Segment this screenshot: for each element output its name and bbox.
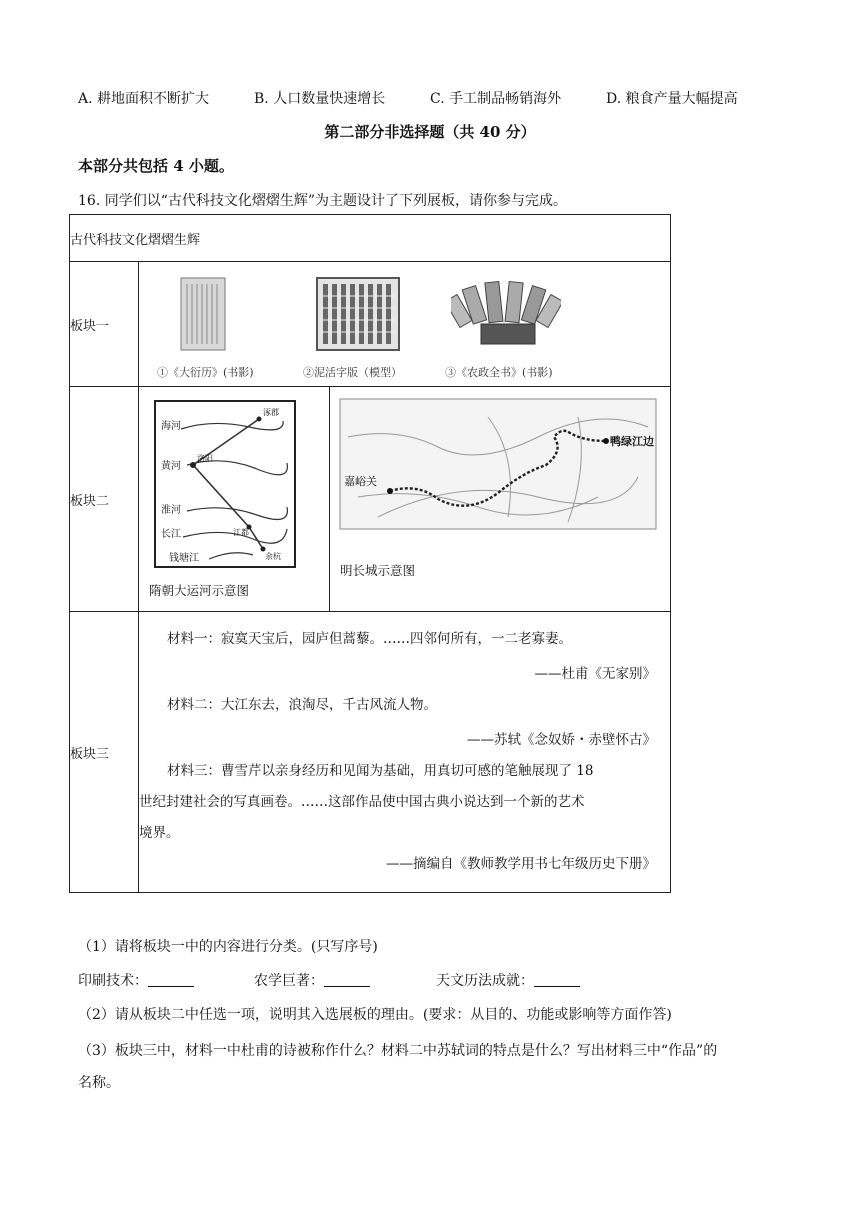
canal-cell: [139, 387, 330, 612]
material-1-source: ——杜甫《无家别》: [534, 666, 656, 682]
option-a: A. 耕地面积不断扩大: [78, 91, 210, 107]
option-d: D. 粮食产量大幅提高: [606, 91, 738, 107]
map-label-huanghe: 黄河: [161, 461, 181, 472]
map-label-changjiang: 长江: [161, 529, 181, 540]
answer-astronomy-label: [436, 970, 580, 990]
dayanli-book-image: [163, 276, 247, 354]
answer-printing-label: [78, 970, 194, 990]
map-label-zhuojun: 涿郡: [263, 408, 279, 417]
material-2: 材料二：大江东去，浪淘尽，千古风流人物。: [167, 697, 437, 713]
canal-caption: 隋朝大运河示意图: [149, 583, 250, 598]
board-title: 古代科技文化熠熠生辉: [70, 215, 671, 262]
block1-label: 板块一: [70, 262, 139, 387]
block1-caption-1: ①《大衍历》(书影): [157, 366, 254, 379]
map-label-huaihe: 淮河: [161, 505, 181, 516]
block3-materials: [139, 612, 671, 893]
block1-caption-3: ③《农政全书》(书影): [445, 366, 553, 379]
map-label-yalujiang: 鸭绿江边: [610, 435, 654, 448]
astronomy-blank[interactable]: [534, 972, 580, 987]
option-c: C. 手工制品畅销海外: [430, 91, 562, 107]
section-title: 第二部分非选择题（共 40 分）: [324, 123, 536, 141]
astronomy-label: 天文历法成就：: [436, 973, 534, 989]
map-label-jiangdu: 江都: [233, 528, 249, 537]
map-label-qiantangjiang: 钱塘江: [169, 553, 199, 564]
material-3-line-3: 境界。: [139, 825, 180, 841]
grand-canal-map: [153, 399, 299, 571]
map-label-jiayuguan: 嘉峪关: [344, 475, 377, 488]
answer-agriculture-label: [254, 970, 370, 990]
question-16-3-line-2: 名称。: [78, 1075, 120, 1091]
exhibit-board: [69, 214, 671, 893]
printing-label: 印刷技术：: [78, 973, 148, 989]
wall-cell: [330, 387, 671, 612]
material-2-source: ——苏轼《念奴娇・赤壁怀古》: [467, 732, 656, 748]
block1-images: [139, 262, 671, 387]
question-16: 16. 同学们以“古代科技文化熠熠生辉”为主题设计了下列展板，请你参与完成。: [78, 193, 568, 209]
map-label-haihe: 海河: [161, 421, 181, 432]
block1-caption-2: ②泥活字版（模型）: [303, 366, 402, 379]
movable-type-image: [311, 276, 405, 354]
agriculture-label: 农学巨著：: [254, 973, 324, 989]
nongzheng-books-image: [451, 274, 561, 354]
ming-great-wall-map: [338, 397, 660, 533]
option-b: B. 人口数量快速增长: [254, 91, 386, 107]
question-16-1: （1）请将板块一中的内容进行分类。(只写序号): [78, 939, 378, 955]
material-3-source: ——摘编自《教师教学用书七年级历史下册》: [386, 856, 656, 872]
material-3-line-1: 材料三：曹雪芹以亲身经历和见闻为基础，用真切可感的笔触展现了 18: [167, 763, 594, 779]
printing-blank[interactable]: [148, 972, 194, 987]
material-3-line-2: 世纪封建社会的写真画卷。……这部作品使中国古典小说达到一个新的艺术: [139, 794, 585, 810]
agriculture-blank[interactable]: [324, 972, 370, 987]
block3-label: 板块三: [70, 612, 139, 893]
map-label-luoyang: 洛阳: [197, 454, 213, 463]
material-1: 材料一：寂寞天宝后，园庐但蒿藜。……四邻何所有，一二老寡妻。: [167, 631, 572, 647]
block2-label: 板块二: [70, 387, 139, 612]
wall-caption: 明长城示意图: [340, 563, 416, 578]
map-label-yuhang: 余杭: [265, 552, 281, 561]
question-16-3-line-1: （3）板块三中，材料一中杜甫的诗被称作什么？材料二中苏轼词的特点是什么？写出材料三中“作品”的: [78, 1043, 718, 1059]
section-intro: 本部分共包括 4 小题。: [78, 157, 234, 175]
question-16-2: （2）请从板块二中任选一项，说明其入选展板的理由。(要求：从目的、功能或影响等方面作答): [78, 1007, 672, 1023]
